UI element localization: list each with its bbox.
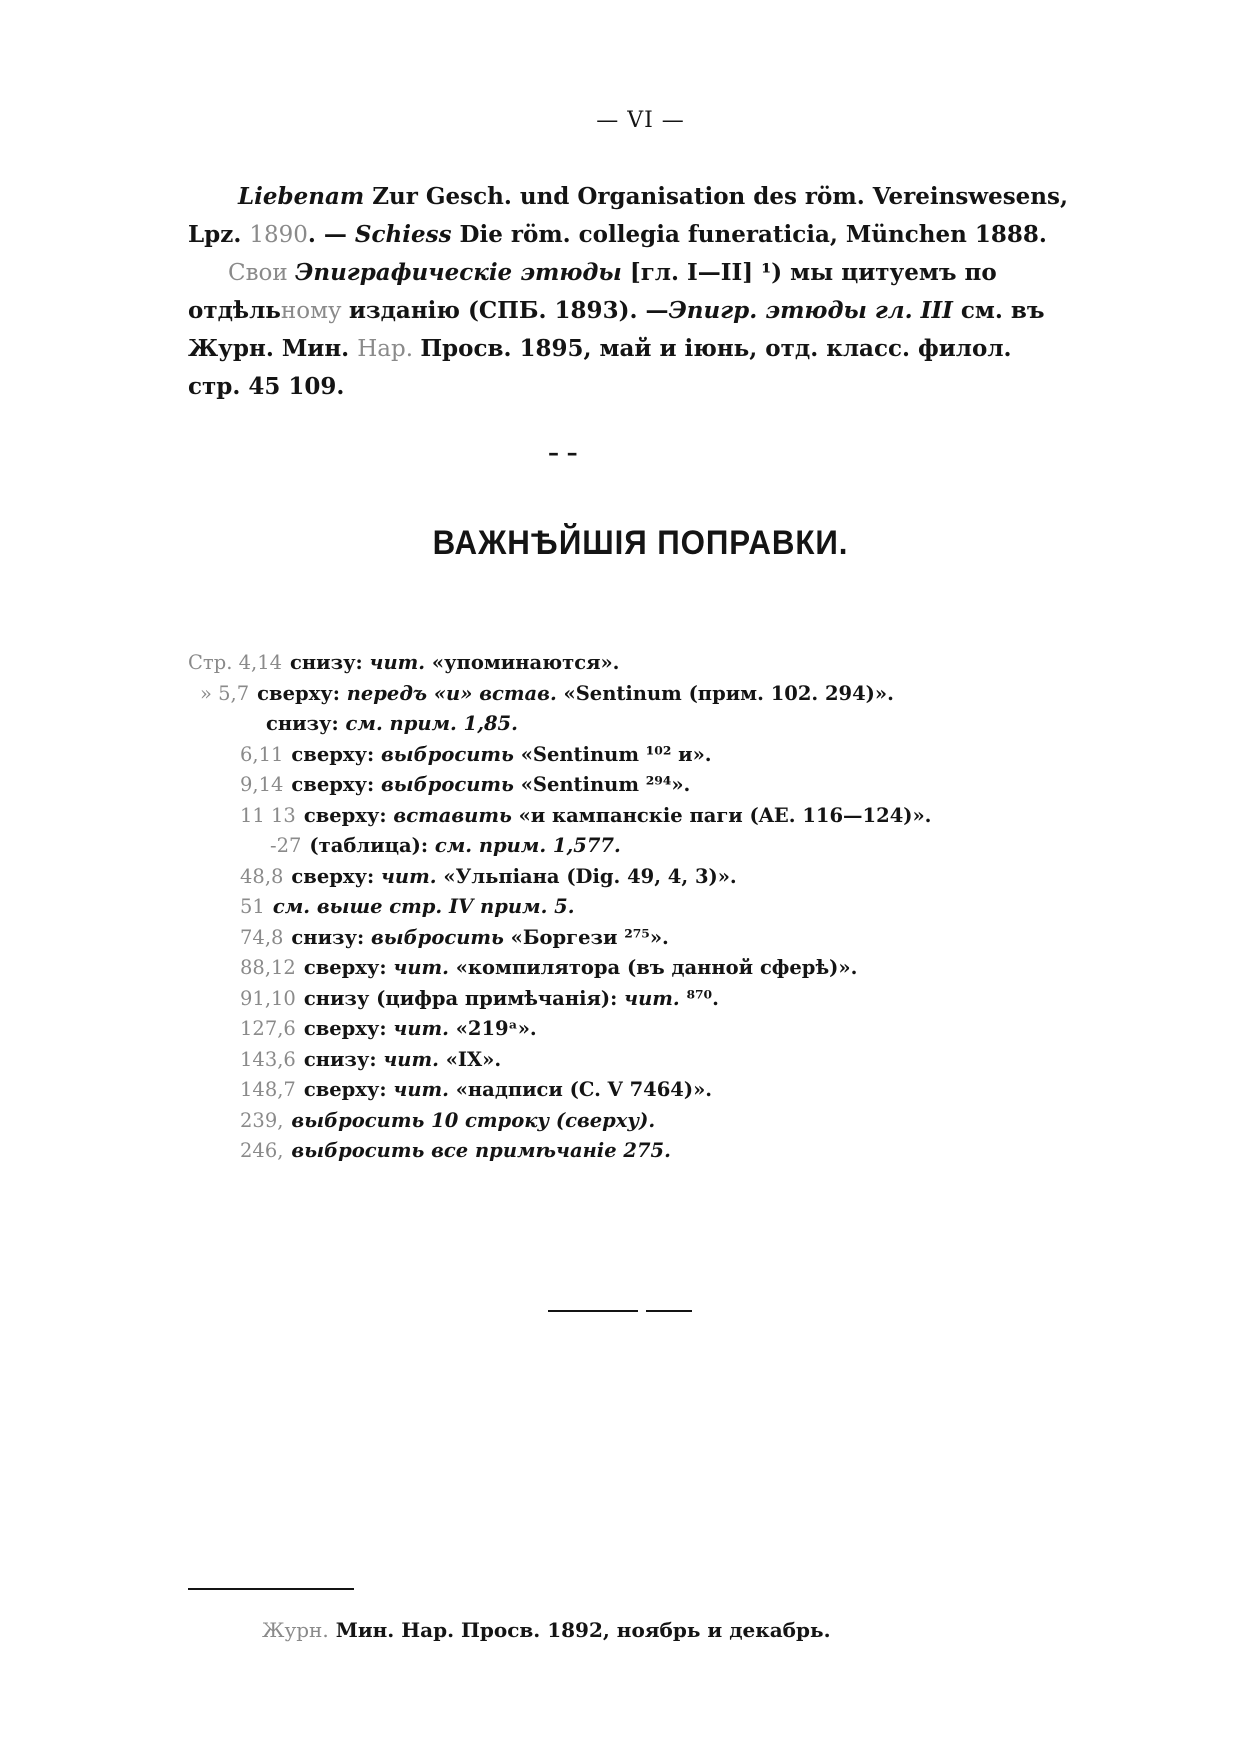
correction-instruction: выбросить (370, 925, 504, 949)
correction-instruction: передъ «и» встав. (346, 681, 557, 705)
correction-text: сверху: (257, 681, 347, 705)
corrections-heading: ВАЖНѢЙШІЯ ПОПРАВКИ. (432, 524, 849, 562)
correction-value: «Ульпіана (Dig. 49, 4, 3)». (436, 864, 737, 888)
correction-text: сверху: (303, 1017, 394, 1040)
correction-item (188, 1014, 1088, 1045)
correction-item (188, 801, 1088, 832)
correction-instruction: чит. (369, 651, 426, 674)
correction-item (188, 740, 1088, 771)
correction-value: «Sentinum (прим. 102. 294)». (556, 681, 894, 705)
center-rule (646, 1310, 692, 1312)
correction-item (188, 1045, 1088, 1076)
correction-instruction: выбросить 10 строку (сверху). (291, 1108, 656, 1132)
correction-ref: 127,6 (240, 1017, 296, 1040)
bib-text: см. въ Журн. Мин. (188, 297, 1045, 362)
correction-value: «и кампанскіе паги (AE. 116—124)». (511, 803, 932, 827)
correction-instruction: чит. (380, 864, 437, 888)
correction-ref: 11 13 (240, 803, 296, 827)
bib-faded-text: Нар. (357, 336, 421, 362)
correction-item (188, 679, 1088, 710)
correction-text: снизу: (266, 712, 346, 735)
correction-instruction: чит. (383, 1047, 439, 1071)
correction-value: «219ᵃ». (448, 1017, 537, 1040)
correction-ref: 9,14 (240, 773, 284, 796)
correction-ref: 246, (240, 1139, 284, 1162)
correction-value: «IX». (438, 1047, 502, 1071)
correction-ref: 6,11 (240, 742, 284, 766)
correction-item (188, 984, 1088, 1015)
correction-value: «надписи (C. V 7464)». (448, 1078, 713, 1101)
corrections-list (188, 648, 1088, 1167)
correction-ref: 88,12 (240, 956, 296, 979)
correction-item (188, 953, 1088, 984)
short-separator: – – (548, 440, 578, 466)
correction-item (188, 923, 1088, 954)
bib-italic-title: Эпиграфическіе этюды (295, 259, 622, 286)
correction-instruction: чит. (393, 1078, 449, 1101)
page-number: — VI — (596, 108, 685, 133)
correction-ref: 74,8 (240, 925, 284, 949)
center-rule (548, 1310, 638, 1312)
bib-italic-title: Эпигр. этюды гл. III (668, 297, 953, 324)
correction-value: «Sentinum ¹⁰² и». (513, 742, 712, 766)
correction-text: сверху: (303, 956, 394, 979)
correction-value: «Боргези ²⁷⁵». (503, 925, 669, 949)
author-schiess: Schiess (354, 221, 452, 248)
correction-ref: 48,8 (240, 864, 284, 888)
bib-faded-text: ному (280, 298, 349, 324)
correction-text: снизу: (303, 1047, 384, 1071)
correction-ref: 143,6 (240, 1047, 296, 1071)
correction-item (188, 892, 1088, 923)
correction-item (188, 709, 1088, 740)
correction-instruction: чит. (393, 1017, 449, 1040)
correction-text: сверху: (303, 1078, 394, 1101)
bibliography-paragraph-2 (188, 254, 1068, 406)
correction-ref: Стр. 4,14 (188, 651, 283, 674)
correction-item (188, 831, 1088, 862)
bib-text: Die röm. collegia funeraticia, München 1888. (451, 221, 1047, 248)
correction-instruction: выбросить все примѣчаніе 275. (291, 1139, 671, 1162)
correction-instruction: см. выше стр. IV прим. 5. (272, 895, 575, 918)
correction-instruction: см. прим. 1,577. (434, 834, 621, 857)
correction-instruction: выбросить (380, 773, 514, 796)
correction-ref: 239, (240, 1108, 284, 1132)
bib-year: 1890 (249, 222, 308, 248)
correction-item (188, 1075, 1088, 1106)
correction-item (188, 648, 1088, 679)
correction-ref: 148,7 (240, 1078, 296, 1101)
bib-text: изданію (СПБ. 1893). — (348, 297, 669, 324)
correction-item (188, 1106, 1088, 1137)
correction-text: сверху: (291, 864, 381, 888)
correction-instruction: выбросить (380, 742, 514, 766)
correction-instruction: вставить (393, 803, 512, 827)
footnote-text: Мин. Нар. Просв. 1892, ноябрь и декабрь. (328, 1618, 831, 1642)
correction-text: сверху: (291, 742, 381, 766)
correction-item (188, 1136, 1088, 1167)
correction-text: сверху: (291, 773, 381, 796)
correction-value: «Sentinum ²⁹⁴». (513, 773, 691, 796)
correction-item (188, 862, 1088, 893)
correction-ref: 91,10 (240, 986, 296, 1010)
author-liebenam: Liebenam (238, 183, 365, 210)
bib-text: Zur Gesch. und Organisation des röm. Vereinswesens, Lpz. (188, 183, 1068, 248)
bib-text: [гл. I—II] ¹) мы цитуемъ по отдѣль (188, 259, 997, 324)
correction-instruction: чит. (393, 956, 449, 979)
bibliography-paragraph-1 (188, 178, 1068, 254)
correction-ref: -27 (270, 834, 302, 857)
bib-faded-text: Свои (228, 260, 296, 286)
correction-item (188, 770, 1088, 801)
correction-ref: 51 (240, 895, 265, 918)
bib-text: Просв. 1895, май и іюнь, отд. класс. филол. стр. 45 109. (188, 335, 1012, 400)
correction-text: снизу (цифра примѣчанія): (303, 986, 625, 1010)
footnote-rule (188, 1588, 354, 1590)
correction-instruction: чит. (624, 986, 680, 1010)
bib-text: . — (307, 221, 355, 248)
correction-text: снизу: (290, 651, 370, 674)
footnote (262, 1618, 831, 1642)
correction-value: ⁸⁷⁰. (679, 986, 719, 1010)
correction-text: (таблица): (309, 834, 435, 857)
correction-text: сверху: (303, 803, 394, 827)
correction-value: «упоминаются». (425, 651, 620, 674)
correction-text: снизу: (291, 925, 371, 949)
correction-instruction: см. прим. 1,85. (345, 712, 518, 735)
correction-value: «компилятора (въ данной сферѣ)». (448, 956, 858, 979)
correction-ref: » 5,7 (200, 681, 250, 705)
footnote-faded: Журн. (262, 1618, 329, 1642)
